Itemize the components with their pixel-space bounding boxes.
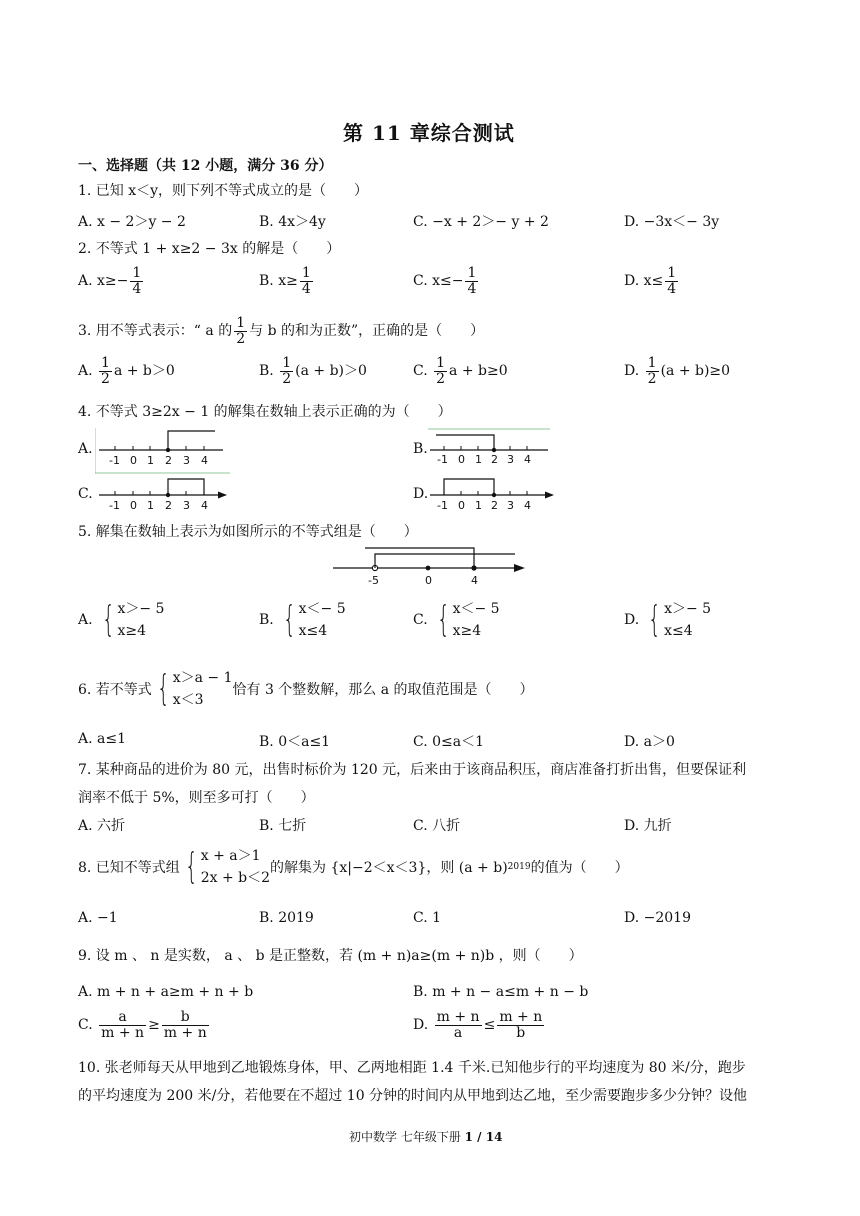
question-2-option-a: A. x≥− $\frac{1}{4}$ bbox=[78, 265, 142, 297]
tick-label: -1 bbox=[109, 499, 120, 512]
tick-label: 1 bbox=[147, 454, 154, 467]
question-9-stem: 9. 设 m 、 n 是实数， a 、 b 是正整数，若 (m + n)a≥(m + n)b ，则（ ） bbox=[78, 948, 583, 964]
question-6-option-b: B. 0＜a≤1 bbox=[259, 734, 331, 750]
question-5-number-line bbox=[333, 544, 528, 588]
tick-label: 1 bbox=[147, 499, 154, 512]
tick-label: 2 bbox=[165, 499, 172, 512]
tick-label: 0 bbox=[425, 574, 432, 587]
question-3-option-d: D. $\frac{1}{2}$ (a + b)≥0 bbox=[624, 355, 731, 387]
question-8-option-a: A. −1 bbox=[78, 910, 118, 926]
page-footer bbox=[349, 1128, 502, 1145]
question-8-option-b: B. 2019 bbox=[259, 910, 314, 926]
question-9-option-c: C. $\frac{a}{m + n}$ ≥ $\frac{b}{m + n}$ bbox=[78, 1009, 207, 1041]
question-7-option-b: B. 七折 bbox=[259, 818, 307, 834]
tick-label: -1 bbox=[437, 499, 448, 512]
tick-label: 2 bbox=[165, 454, 172, 467]
question-6-option-c: C. 0≤a＜1 bbox=[413, 734, 485, 750]
question-4-option-a-label: A. bbox=[78, 441, 93, 457]
tick-label: 0 bbox=[458, 453, 465, 466]
question-6-option-d: D. a＞0 bbox=[624, 734, 675, 750]
tick-label: -1 bbox=[437, 453, 448, 466]
question-8-option-d: D. −2019 bbox=[624, 910, 691, 926]
question-3-stem: 3. 用不等式表示：“ a 的 $\frac{1}{2}$ 与 b 的和为正数”，正确的是（ ） bbox=[78, 315, 485, 347]
question-7-option-d: D. 九折 bbox=[624, 818, 672, 834]
tick-label: -5 bbox=[368, 574, 379, 587]
footer-page-number: 1 / 14 bbox=[464, 1130, 503, 1144]
question-5-option-d: D. { x＞− 5 x≤4 bbox=[624, 599, 712, 641]
question-1-stem: 1. 已知 x＜y，则下列不等式成立的是（ ） bbox=[78, 183, 369, 199]
question-9-option-b: B. m + n − a≤m + n − b bbox=[413, 984, 589, 1000]
question-4-option-c-number-line bbox=[95, 474, 230, 514]
question-7-option-a: A. 六折 bbox=[78, 818, 126, 834]
question-2-option-d: D. x≤ $\frac{1}{4}$ bbox=[624, 265, 677, 297]
question-5-stem: 5. 解集在数轴上表示为如图所示的不等式组是（ ） bbox=[78, 524, 418, 540]
question-4-option-d-label: D. bbox=[413, 486, 429, 502]
question-5-option-c: C. { x＜− 5 x≥4 bbox=[413, 599, 500, 641]
question-7-option-c: C. 八折 bbox=[413, 818, 461, 834]
tick-label: -1 bbox=[109, 454, 120, 467]
tick-label: 2 bbox=[491, 453, 498, 466]
tick-label: 4 bbox=[524, 453, 531, 466]
question-1-option-d: D. −3x＜− 3y bbox=[624, 214, 720, 230]
question-10-line-2: 的平均速度为 200 米/分，若他要在不超过 10 分钟的时间内从甲地到达乙地，至少需要跑步多少分钟？设他 bbox=[78, 1088, 748, 1104]
question-5-option-a: A. { x＞− 5 x≥4 bbox=[78, 599, 165, 641]
question-4-option-a-number-line bbox=[95, 428, 230, 474]
question-4-option-c-label: C. bbox=[78, 486, 93, 502]
tick-label: 3 bbox=[507, 499, 514, 512]
tick-label: 0 bbox=[130, 499, 137, 512]
question-8-option-c: C. 1 bbox=[413, 910, 442, 926]
tick-label: 3 bbox=[183, 499, 190, 512]
question-1-option-b: B. 4x＞4y bbox=[259, 214, 326, 230]
tick-label: 0 bbox=[458, 499, 465, 512]
question-6-option-a: A. a≤1 bbox=[78, 731, 126, 747]
question-3-option-c: C. $\frac{1}{2}$ a + b≥0 bbox=[413, 355, 508, 387]
tick-label: 4 bbox=[471, 574, 478, 587]
question-7-line-2: 润率不低于 5%，则至多可打（ ） bbox=[78, 790, 315, 806]
tick-label: 1 bbox=[475, 499, 482, 512]
page-title: 第 11 章综合测试 bbox=[343, 121, 515, 145]
question-1-option-c: C. −x + 2＞− y + 2 bbox=[413, 214, 549, 230]
question-8-stem: 8. 已知不等式组 { x + a＞1 2x + b＜2 的解集为 {x|−2＜x＜3}，则 (a + b) 2019 的值为（ ） bbox=[78, 846, 629, 888]
question-3-option-b: B. $\frac{1}{2}$ (a + b)＞0 bbox=[259, 355, 367, 387]
tick-label: 2 bbox=[491, 499, 498, 512]
tick-label: 3 bbox=[183, 454, 190, 467]
question-2-option-c: C. x≤− $\frac{1}{4}$ bbox=[413, 265, 477, 297]
question-7-line-1: 7. 某种商品的进价为 80 元，出售时标价为 120 元，后来由于该商品积压，商店准备打折出售，但要保证利 bbox=[78, 762, 747, 778]
tick-label: 1 bbox=[475, 453, 482, 466]
question-4-option-b-number-line bbox=[428, 428, 553, 468]
tick-label: 4 bbox=[201, 454, 208, 467]
tick-label: 3 bbox=[507, 453, 514, 466]
question-4-option-b-label: B. bbox=[413, 441, 428, 457]
question-4-option-d-number-line bbox=[428, 474, 558, 514]
question-5-option-b: B. { x＜− 5 x≤4 bbox=[259, 599, 346, 641]
question-4-stem: 4. 不等式 3≥2x − 1 的解集在数轴上表示正确的为（ ） bbox=[78, 404, 452, 420]
question-9-option-a: A. m + n + a≥m + n + b bbox=[78, 984, 254, 1000]
tick-label: 4 bbox=[201, 499, 208, 512]
question-2-stem: 2. 不等式 1 + x≥2 − 3x 的解是（ ） bbox=[78, 241, 341, 257]
tick-label: 0 bbox=[130, 454, 137, 467]
footer-subject: 初中数学 七年级下册 bbox=[349, 1130, 461, 1144]
question-9-option-d: D. $\frac{m + n}{a}$ ≤ $\frac{m + n}{b}$ bbox=[413, 1009, 543, 1041]
tick-label: 4 bbox=[524, 499, 531, 512]
question-10-line-1: 10. 张老师每天从甲地到乙地锻炼身体，甲、乙两地相距 1.4 千米.已知他步行的平均速度为 80 米/分，跑步 bbox=[78, 1060, 746, 1076]
question-1-option-a: A. x − 2＞y − 2 bbox=[78, 214, 186, 230]
question-3-option-a: A. $\frac{1}{2}$ a + b＞0 bbox=[78, 355, 175, 387]
question-2-option-b: B. x≥ $\frac{1}{4}$ bbox=[259, 265, 311, 297]
section-heading: 一、选择题（共 12 小题，满分 36 分） bbox=[78, 158, 333, 174]
question-6-stem: 6. 若不等式 { x＞a − 1 x＜3 恰有 3 个整数解，那么 a 的取值范围是（ ） bbox=[78, 668, 534, 710]
